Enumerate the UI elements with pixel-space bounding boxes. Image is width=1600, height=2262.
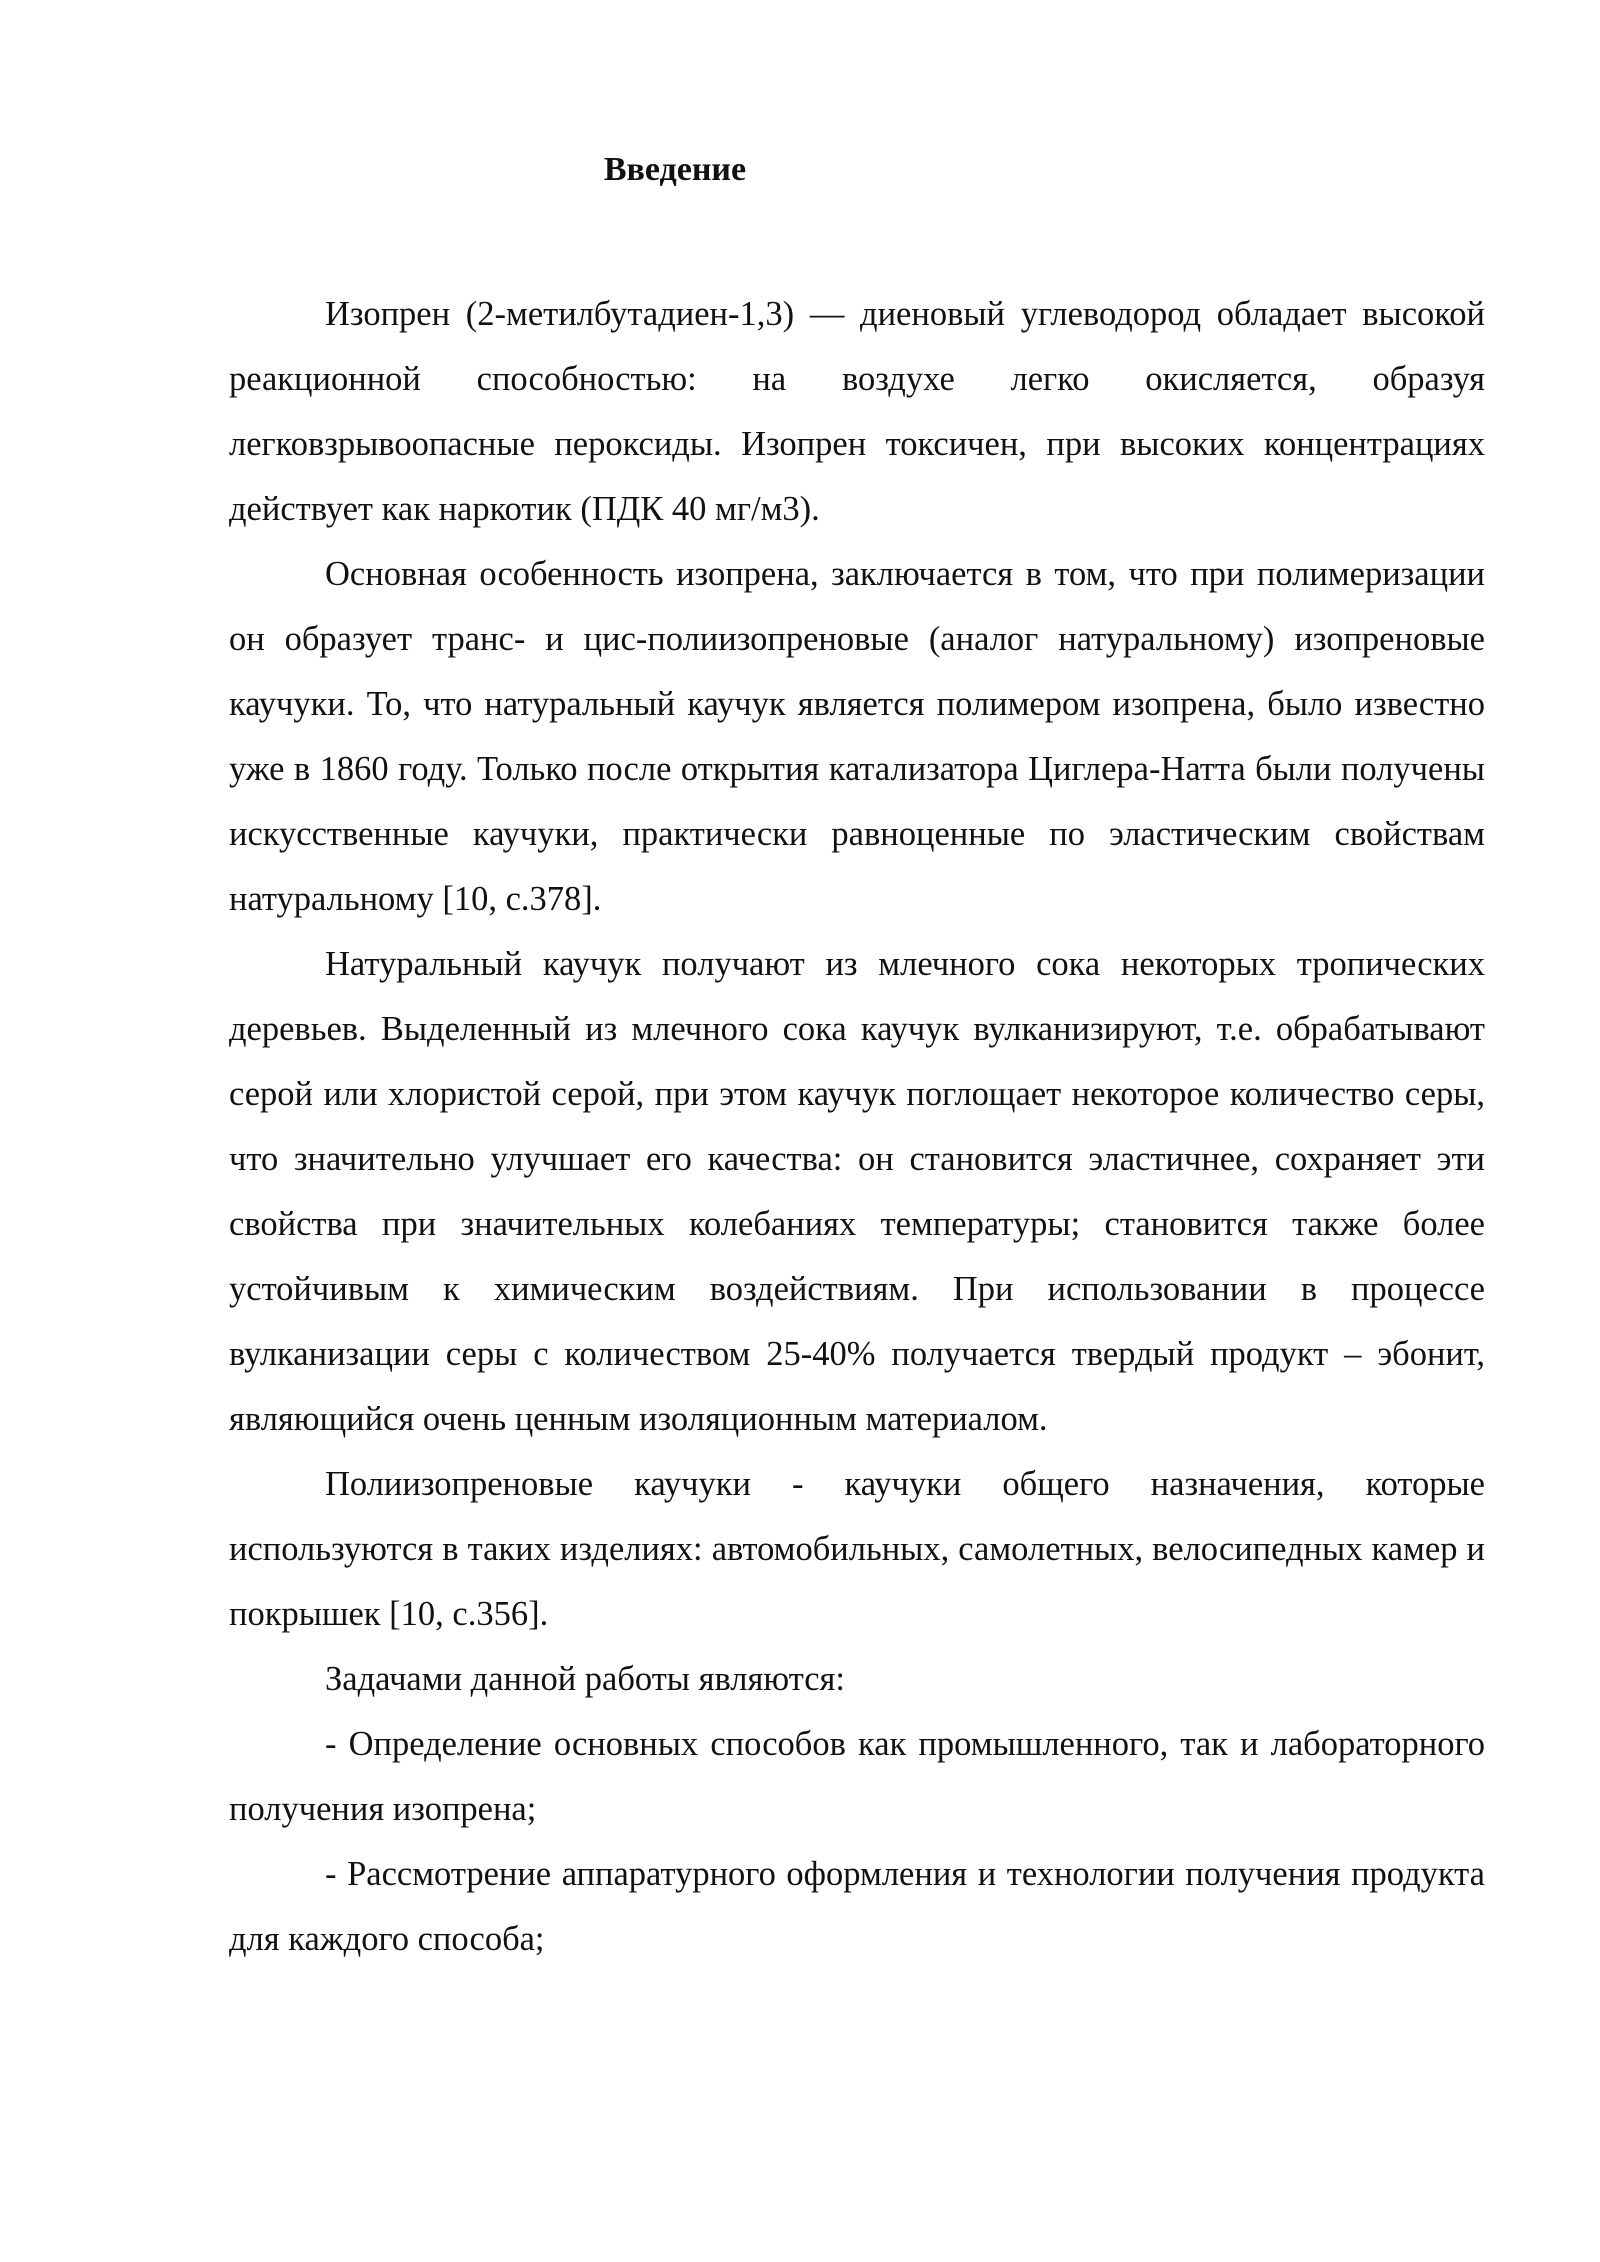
list-item-task-2: - Рассмотрение аппаратурного оформления и технологии получения продукта для каждого способа; [229, 1855, 1485, 1958]
list-item-task-1: - Определение основных способов как промышленного, так и лабораторного получения изопрена; [229, 1725, 1485, 1828]
document-body [229, 282, 1485, 1972]
page-title: Введение [603, 151, 747, 188]
paragraph-polyisoprene-uses: Полиизопреновые каучуки - каучуки общего назначения, которые используются в таких изделиях: автомобильных, самолетных, велосипедных камер и покрышек [10, с.356]. [229, 1465, 1485, 1633]
paragraph-isoprene-intro: Изопрен (2-метилбутадиен-1,3) — диеновый углеводород обладает высокой реакционной способностью: на воздухе легко окисляется, образуя легковзрывоопасные пероксиды. Изопрен токсичен, при высоких концентрациях действует как наркотик (ПДК 40 мг/м3). [229, 295, 1485, 528]
paragraph-natural-rubber: Натуральный каучук получают из млечного сока некоторых тропических деревьев. Выделенный из млечного сока каучук вулканизируют, т.е. обрабатывают серой или хлористой серой, при этом каучук поглощает некоторое количество серы, что значительно улучшает его качества: он становится эластичнее, сохраняет эти свойства при значительных колебаниях температуры; становится также более устойчивым к химическим воздействиям. При использовании в процессе вулканизации серы с количеством 25-40% получается твердый продукт – эбонит, являющийся очень ценным изоляционным материалом. [229, 945, 1485, 1438]
paragraph-isoprene-feature: Основная особенность изопрена, заключается в том, что при полимеризации он образует транс- и цис-полиизопреновые (аналог натуральному) изопреновые каучуки. То, что натуральный каучук является полимером изопрена, было известно уже в 1860 году. Только после открытия катализатора Циглера-Натта были получены искусственные каучуки, практически равноценные по эластическим свойствам натуральному [10, с.378]. [229, 555, 1485, 918]
paragraph-tasks-heading: Задачами данной работы являются: [325, 1660, 845, 1698]
